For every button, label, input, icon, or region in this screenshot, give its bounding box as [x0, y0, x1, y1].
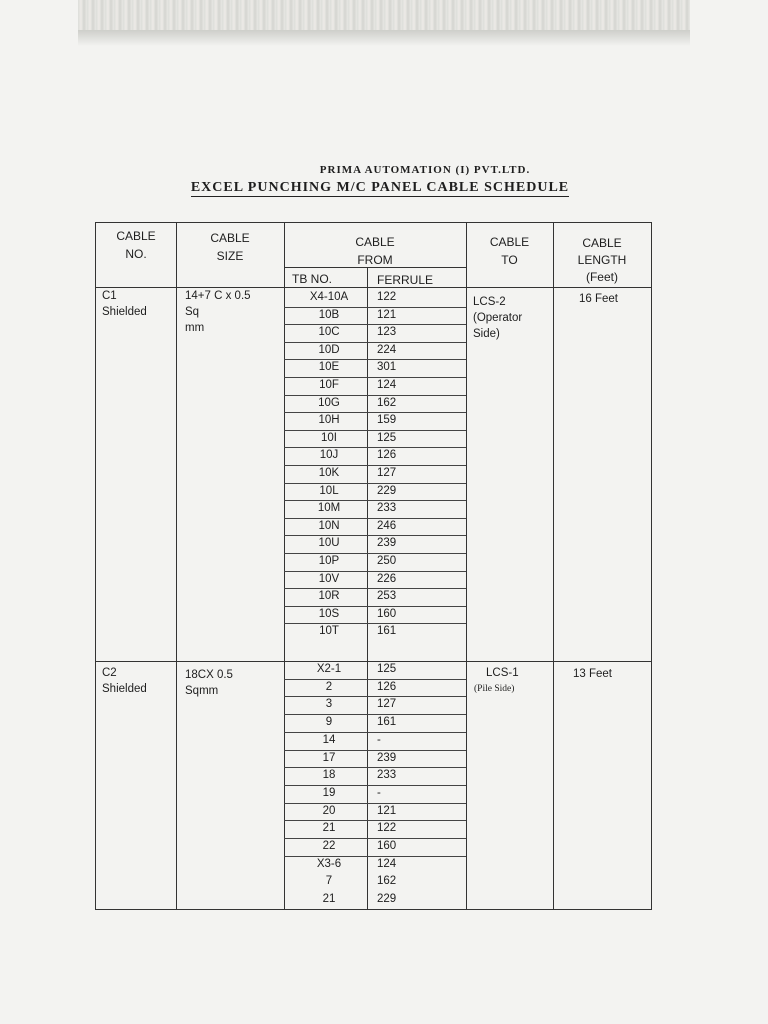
tb-no-cell: X2-1	[316, 663, 342, 675]
cable-c2-type: Shielded	[102, 683, 147, 695]
tb-no-cell: 9	[325, 716, 333, 729]
tb-no-cell: 10K	[318, 467, 340, 479]
header-cable-from-line2: FROM	[357, 253, 393, 267]
cable-schedule-table	[95, 222, 652, 910]
header-cable-length-line3: (Feet)	[585, 270, 618, 284]
ferrule-cell: 250	[377, 555, 397, 567]
row-divider-line	[284, 750, 466, 751]
tb-no-cell: X4-10A	[309, 291, 349, 303]
row-divider-line	[284, 412, 466, 413]
header-tb-no: TB NO.	[292, 272, 333, 286]
tb-no-cell: 10B	[318, 308, 340, 321]
header-cable-size-line1: CABLE	[210, 231, 250, 245]
ferrule-cell: 161	[377, 716, 397, 729]
cable-c2-to	[474, 665, 519, 697]
cable-c1-type: Shielded	[102, 306, 147, 318]
row-divider-line	[284, 785, 466, 786]
tb-no-cell: 10U	[318, 537, 340, 550]
ferrule-cell: 122	[377, 822, 397, 835]
header-ferrule: FERRULE	[377, 273, 434, 287]
row-divider-line	[284, 518, 466, 519]
ferrule-cell: 125	[377, 663, 397, 675]
row-divider-line	[284, 679, 466, 680]
ferrule-cell: 162	[377, 875, 397, 888]
row-divider-line	[284, 395, 466, 396]
tb-no-cell: 2	[325, 680, 333, 693]
row-divider-line	[284, 588, 466, 589]
row-divider-line	[284, 307, 466, 308]
cable-c1-length: 16 Feet	[579, 293, 618, 305]
tb-no-cell: 20	[322, 804, 336, 817]
tb-no-cell: 3	[325, 698, 333, 711]
ferrule-cell: 126	[377, 680, 397, 693]
row-divider-line	[284, 447, 466, 448]
tb-no-cell: 10R	[318, 590, 340, 603]
row-divider-line	[284, 838, 466, 839]
row-divider-line	[284, 430, 466, 431]
ferrule-cell: 229	[377, 484, 397, 497]
cable-c1-size-line3: mm	[185, 322, 205, 334]
ferrule-cell: 127	[377, 467, 397, 479]
row-divider-line	[284, 359, 466, 360]
ferrule-cell: 124	[377, 379, 397, 391]
row-divider-line	[284, 500, 466, 501]
tb-no-cell: 10E	[318, 361, 340, 374]
row-divider-line	[284, 483, 466, 484]
cable-c1-to	[473, 294, 522, 342]
tb-no-cell: 10H	[318, 414, 340, 427]
ferrule-cell: 229	[377, 893, 397, 906]
ferrule-cell: -	[377, 786, 381, 799]
ferrule-cell: 125	[377, 431, 397, 444]
cable-c1-size-line2: Sq	[185, 306, 200, 318]
cable-c2-size-line1: 18CX 0.5	[185, 669, 233, 681]
header-cable-size	[176, 229, 284, 265]
ferrule-cell: 301	[377, 361, 397, 374]
tb-no-cell: 10J	[319, 449, 339, 462]
ferrule-cell: 224	[377, 343, 397, 356]
row-divider-line	[284, 324, 466, 325]
ferrule-cell: 226	[377, 572, 397, 585]
cable-c1-size	[185, 288, 251, 336]
ferrule-cell: 121	[377, 308, 397, 321]
row-divider-line	[284, 553, 466, 554]
ferrule-cell: -	[377, 733, 381, 746]
cable-group-divider	[96, 661, 651, 662]
ferrule-cell: 246	[377, 519, 397, 532]
cable-c1-size-line1: 14+7 C x 0.5	[185, 290, 251, 302]
header-cable-no	[96, 227, 176, 263]
ferrule-cell: 233	[377, 502, 397, 515]
header-cable-length-line2: LENGTH	[577, 253, 627, 267]
tb-no-cell: 10G	[318, 396, 340, 409]
tb-no-cell: 22	[322, 840, 336, 852]
header-cable-to	[466, 233, 553, 269]
tb-no-cell: 10L	[319, 484, 339, 497]
ferrule-cell: 127	[377, 698, 397, 711]
col-divider-1	[176, 223, 177, 909]
ferrule-cell: 239	[377, 751, 397, 764]
header-cable-to-line1: CABLE	[489, 235, 530, 249]
tb-no-cell: 17	[322, 751, 336, 764]
row-divider-line	[284, 535, 466, 536]
header-cable-to-line2: TO	[501, 253, 518, 267]
tb-no-cell: 10V	[318, 572, 340, 585]
header-bottom-line	[96, 287, 651, 288]
row-divider-line	[284, 714, 466, 715]
col-divider-3	[466, 223, 467, 909]
cable-c2-size	[185, 667, 233, 699]
row-divider-line	[284, 803, 466, 804]
ferrule-cell: 162	[377, 396, 397, 409]
ferrule-cell: 160	[377, 607, 397, 620]
row-divider-line	[284, 732, 466, 733]
cable-c2-length: 13 Feet	[573, 668, 612, 680]
ferrule-cell: 160	[377, 840, 397, 852]
ferrule-cell: 159	[377, 414, 397, 427]
tb-no-cell: 10M	[317, 502, 341, 515]
cable-c1-no	[102, 288, 147, 320]
ferrule-cell: 239	[377, 537, 397, 550]
tb-no-cell: 10P	[318, 555, 340, 567]
row-divider-line	[284, 820, 466, 821]
ferrule-cell: 121	[377, 804, 397, 817]
tb-no-cell: 19	[322, 786, 336, 799]
cable-c1-to-line1: LCS-2	[473, 296, 506, 308]
cable-c2-size-line2: Sqmm	[185, 685, 219, 697]
tb-no-cell: 10C	[318, 326, 340, 339]
ferrule-cell: 161	[377, 625, 397, 638]
cable-c2-to-line2: (Pile Side)	[474, 684, 515, 694]
tb-no-cell: 18	[322, 769, 336, 782]
scan-edge-strip	[78, 0, 690, 46]
header-cable-size-line2: SIZE	[216, 249, 244, 263]
tb-no-cell: 10I	[321, 431, 337, 444]
tb-no-cell: 10D	[318, 343, 340, 356]
document-title-text: EXCEL PUNCHING M/C PANEL CABLE SCHEDULE	[190, 180, 570, 195]
tb-no-cell: 10N	[318, 519, 340, 532]
cable-c1-to-line3: Side)	[473, 328, 500, 340]
company-name: PRIMA AUTOMATION (I) PVT.LTD.	[319, 164, 531, 176]
row-divider-line	[284, 696, 466, 697]
cable-c1-id: C1	[102, 290, 117, 302]
cable-c2-to-line1: LCS-1	[486, 667, 519, 679]
tb-no-cell: 14	[322, 733, 336, 746]
header-cable-length	[553, 235, 651, 286]
row-divider-line	[284, 856, 466, 857]
header-cable-from	[284, 233, 466, 269]
col-divider-4	[553, 223, 554, 909]
header-cable-length-line1: CABLE	[582, 236, 622, 250]
header-cable-no-line1: CABLE	[116, 229, 156, 243]
tb-no-cell: 10S	[318, 607, 340, 620]
cable-c2-id: C2	[102, 667, 117, 679]
header-cable-no-line2: NO.	[125, 247, 147, 261]
row-divider-line	[284, 606, 466, 607]
document-title	[0, 180, 760, 196]
row-divider-line	[284, 571, 466, 572]
tb-no-cell: X3-6	[316, 857, 342, 870]
ferrule-cell: 123	[377, 326, 397, 339]
row-divider-line	[284, 342, 466, 343]
cable-c1-to-line2: (Operator	[473, 312, 523, 324]
ferrule-cell: 122	[377, 291, 397, 303]
tb-no-cell: 10F	[319, 379, 339, 391]
header-cable-from-line1: CABLE	[355, 235, 395, 249]
ferrule-cell: 124	[377, 857, 397, 870]
tb-no-cell: 21	[322, 893, 336, 906]
ferrule-cell: 253	[377, 590, 397, 603]
ferrule-cell: 233	[377, 769, 397, 782]
tb-no-cell: 7	[325, 875, 333, 888]
row-divider-line	[284, 377, 466, 378]
cable-c2-no	[102, 665, 147, 697]
row-divider-line	[284, 623, 466, 624]
ferrule-cell: 126	[377, 449, 397, 462]
row-divider-line	[284, 465, 466, 466]
tb-no-cell: 10T	[319, 625, 339, 638]
row-divider-line	[284, 767, 466, 768]
col-divider-2	[284, 223, 285, 909]
tb-no-cell: 21	[322, 822, 336, 835]
